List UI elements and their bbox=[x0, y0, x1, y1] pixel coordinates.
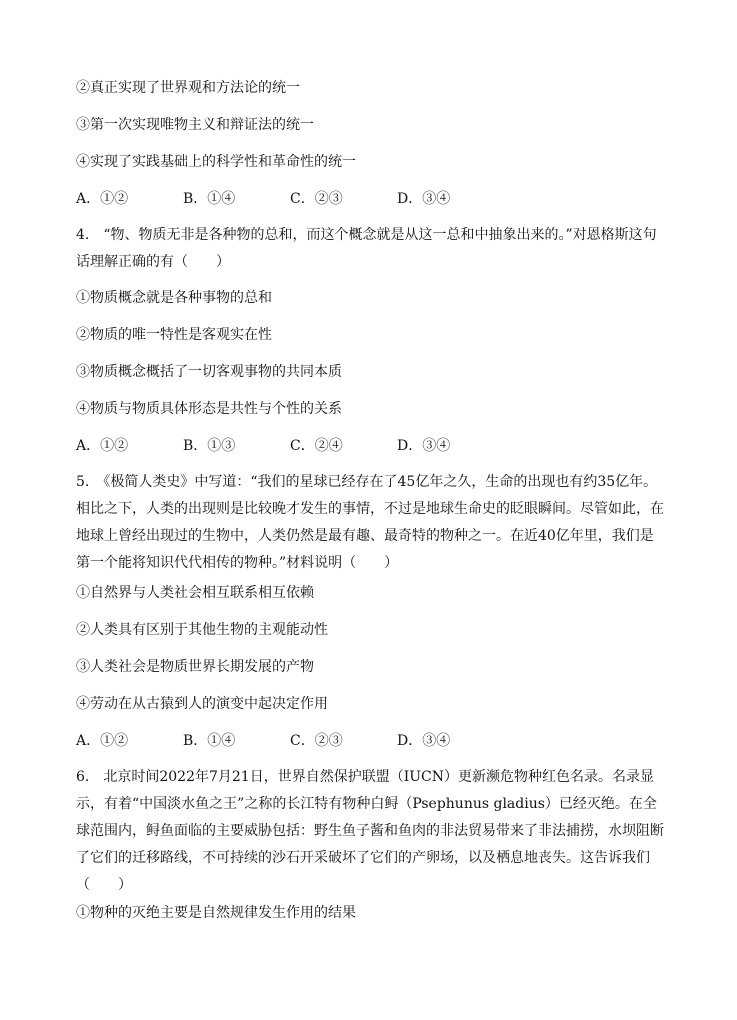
q6-stem: 6. 北京时间2022年7月21日，世界自然保护联盟（IUCN）更新濒危物种红色名录。名录显示，有着“中国淡水鱼之王”之称的长江特有物种白鲟（Psephunus gladius）已经灭绝。在全球范围内，鲟鱼面临的主要威胁包括：野生鱼子酱和鱼肉的非法贸易带来了非法捕捞，水坝阻断了它们的迁移路线，不可持续的沙石开采破坏了它们的产卵场，以及栖息地丧失。这告诉我们（ ） bbox=[76, 769, 664, 893]
q3-option-d: D．③④ bbox=[397, 191, 451, 207]
q4-options bbox=[76, 437, 666, 455]
q4-option-c: C．②④ bbox=[290, 438, 343, 454]
q3-option-a: A．①② bbox=[76, 191, 129, 207]
q5-stem: 5. 《极简人类史》中写道：“我们的星球已经存在了45亿年之久，生命的出现也有约35亿年。相比之下，人类的出现则是比较晚才发生的事情，不过是地球生命史的眨眼瞬间。尽管如此，在地球上曾经出现过的生物中，人类仍然是最有趣、最奇特的物种之一。在近40亿年里，我们是第一个能将知识代代相传的物种。”材料说明（ ） bbox=[76, 474, 664, 571]
q4-item-1: ①物质概念就是各种事物的总和 bbox=[76, 290, 272, 306]
q4-item-3: ③物质概念概括了一切客观事物的共同本质 bbox=[76, 364, 342, 380]
q3-item-4: ④实现了实践基础上的科学性和革命性的统一 bbox=[76, 154, 356, 170]
q4-item-4: ④物质与物质具体形态是共性与个性的关系 bbox=[76, 401, 342, 417]
q4-option-d: D．③④ bbox=[397, 438, 451, 454]
q5-item-4: ④劳动在从古猿到人的演变中起决定作用 bbox=[76, 696, 328, 712]
q3-item-3: ③第一次实现唯物主义和辩证法的统一 bbox=[76, 117, 314, 133]
q3-option-b: B．①④ bbox=[183, 191, 236, 207]
q5-option-d: D．③④ bbox=[397, 733, 451, 749]
q5-option-a: A．①② bbox=[76, 733, 129, 749]
q6-item-1: ①物种的灭绝主要是自然规律发生作用的结果 bbox=[76, 905, 356, 921]
q3-option-c: C．②③ bbox=[290, 191, 343, 207]
q4-option-b: B．①③ bbox=[183, 438, 236, 454]
q5-option-c: C．②③ bbox=[290, 733, 343, 749]
q4-option-a: A．①② bbox=[76, 438, 129, 454]
q5-item-3: ③人类社会是物质世界长期发展的产物 bbox=[76, 659, 314, 675]
q5-options bbox=[76, 732, 666, 750]
q4-item-2: ②物质的唯一特性是客观实在性 bbox=[76, 327, 272, 343]
q3-item-2: ②真正实现了世界观和方法论的统一 bbox=[76, 80, 300, 96]
q4-stem: 4. “物、物质无非是各种物的总和，而这个概念就是从这一总和中抽象出来的。”对恩格斯这句话理解正确的有（ ） bbox=[76, 227, 657, 270]
q5-item-2: ②人类具有区别于其他生物的主观能动性 bbox=[76, 622, 328, 638]
q5-option-b: B．①④ bbox=[183, 733, 236, 749]
q5-item-1: ①自然界与人类社会相互联系相互依赖 bbox=[76, 585, 314, 601]
q3-options bbox=[76, 190, 666, 208]
